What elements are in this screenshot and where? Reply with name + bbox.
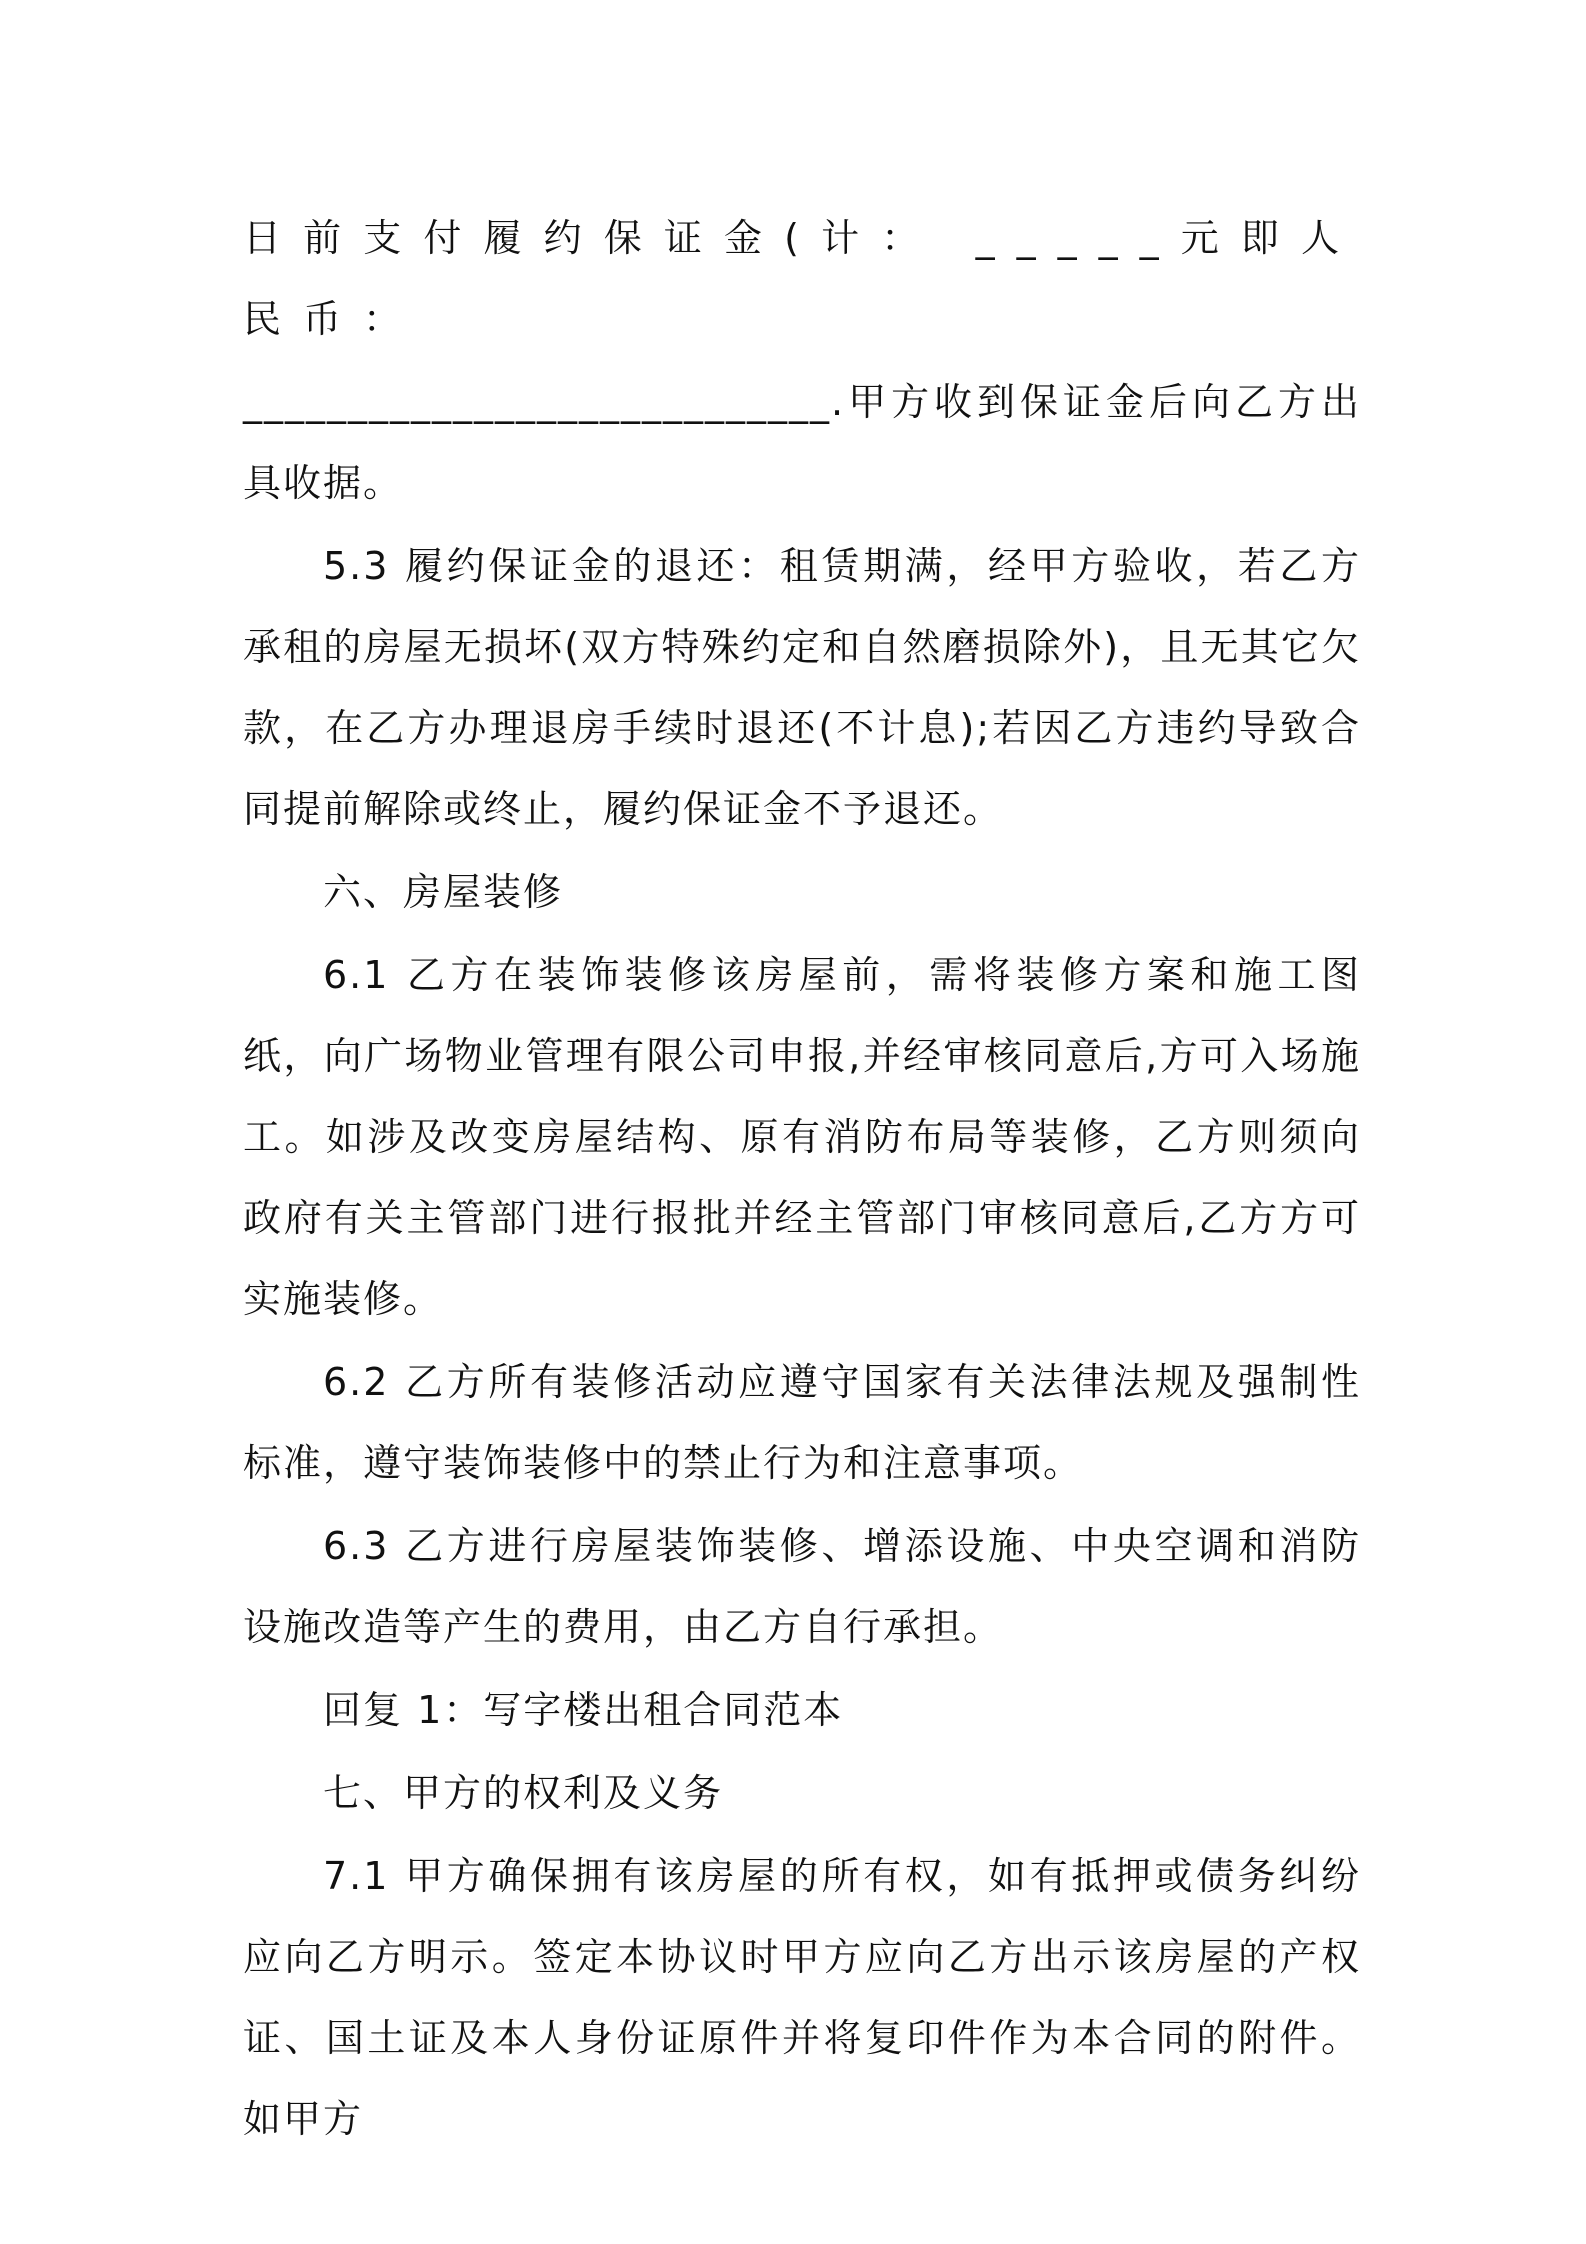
reply-title: 回复 1：写字楼出租合同范本 [323, 1688, 844, 1732]
section-heading-7: 七、甲方的权利及义务 [323, 1771, 724, 1815]
paragraph-5-3: 5.3 履约保证金的退还：租赁期满，经甲方验收，若乙方承租的房屋无损坏(双方特殊约定和自然磨损除外)，且无其它欠款，在乙方办理退房手续时退还(不计息);若因乙方违约导致合同提前解除或终止，履约保证金不予退还。 [243, 544, 1361, 831]
paragraph-6-2: 6.2 乙方所有装修活动应遵守国家有关法律法规及强制性标准，遵守装饰装修中的禁止行为和注意事项。 [243, 1360, 1361, 1485]
paragraph-deposit-payment: 日前支付履约保证金(计： _____元即人民币： [243, 216, 1361, 341]
paragraph-7-1: 7.1 甲方确保拥有该房屋的所有权，如有抵押或债务纠纷应向乙方明示。签定本协议时甲方应向乙方出示该房屋的产权证、国土证及本人身份证原件并将复印件作为本合同的附件。如甲方 [243, 1854, 1361, 2141]
section-heading-6: 六、房屋装修 [323, 870, 564, 914]
paragraph-6-3: 6.3 乙方进行房屋装饰装修、增添设施、中央空调和消防设施改造等产生的费用，由乙方自行承担。 [243, 1524, 1361, 1649]
paragraph-6-1: 6.1 乙方在装饰装修该房屋前，需将装修方案和施工图纸，向广场物业管理有限公司申报,并经审核同意后,方可入场施工。如涉及改变房屋结构、原有消防布局等装修，乙方则须向政府有关主管部门进行报批并经主管部门审核同意后,乙方方可实施装修。 [243, 953, 1361, 1321]
document-body [243, 198, 1361, 2160]
paragraph-deposit-receipt: ____________________________.甲方收到保证金后向乙方出具收据。 [243, 380, 1361, 505]
